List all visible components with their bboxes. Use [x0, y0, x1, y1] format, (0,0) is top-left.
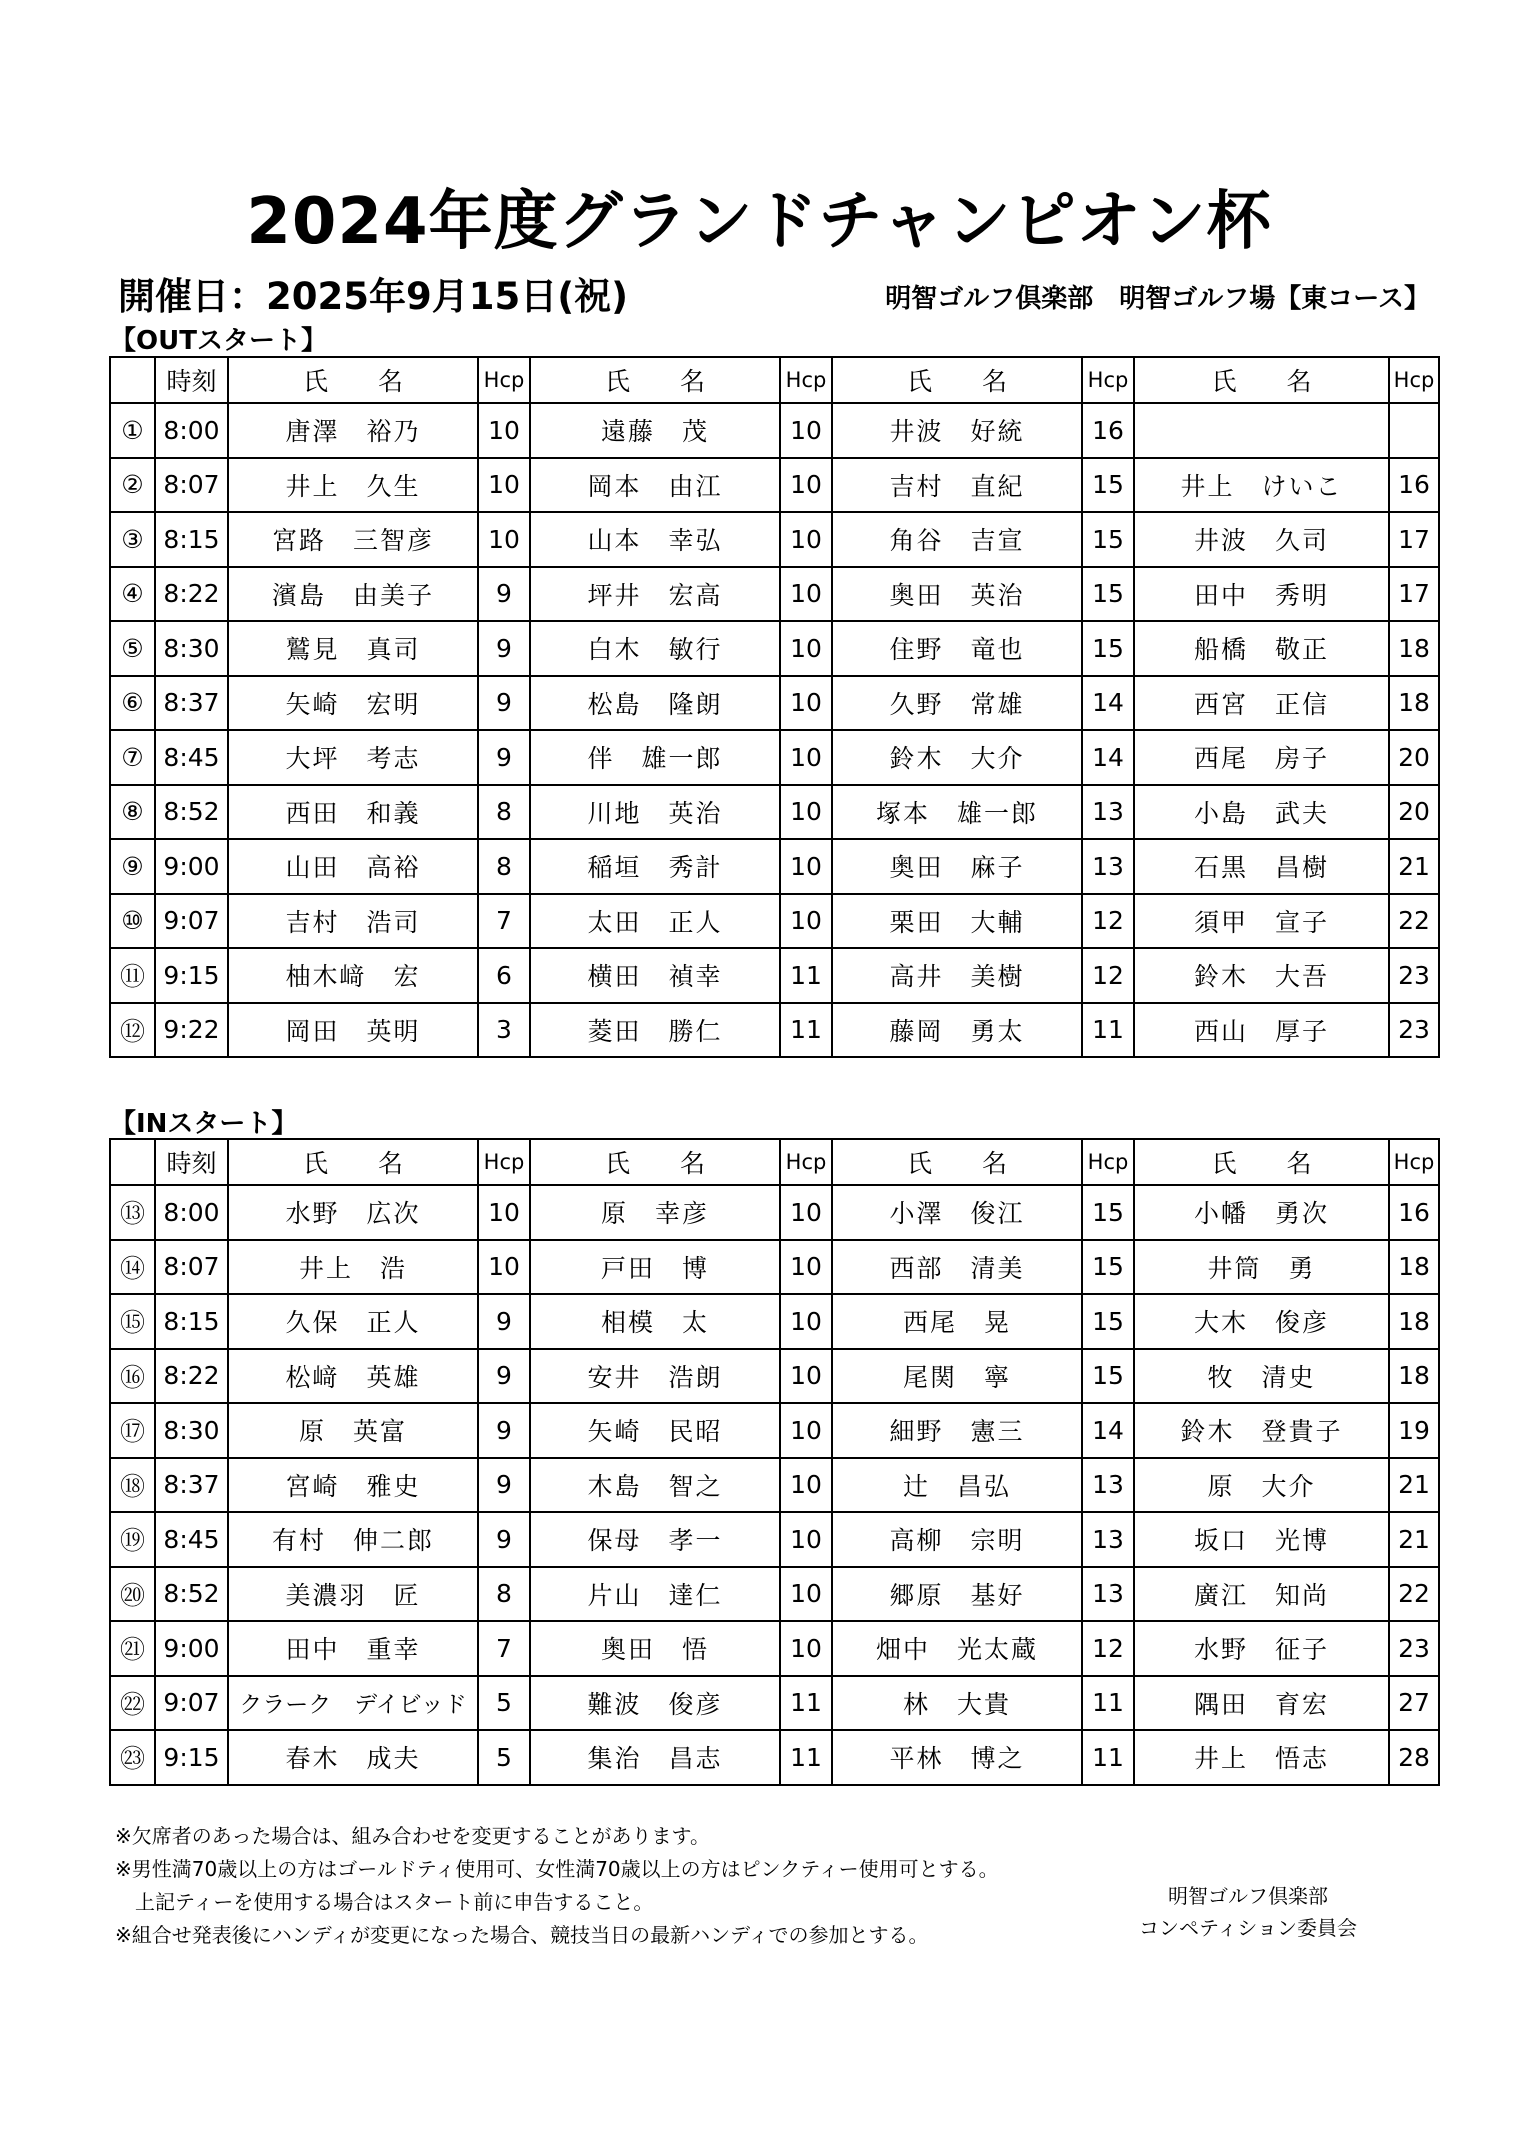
- player-hcp: 8: [478, 1567, 530, 1622]
- player-hcp: 13: [1082, 1458, 1134, 1513]
- table-row: [110, 1003, 1439, 1058]
- player-hcp: 10: [478, 458, 530, 513]
- header-hcp: Hcp: [1082, 357, 1134, 403]
- player-name: 栗田 大輔: [832, 894, 1082, 949]
- group-number: ⑥: [110, 676, 155, 731]
- player-name: 戸田 博: [530, 1240, 780, 1295]
- player-hcp: 7: [478, 894, 530, 949]
- player-name: クラーク デイビッド: [228, 1676, 478, 1731]
- player-name: 尾関 寧: [832, 1349, 1082, 1404]
- tee-time: 8:30: [155, 1403, 228, 1458]
- player-name: 濱島 由美子: [228, 567, 478, 622]
- player-name: 田中 重幸: [228, 1621, 478, 1676]
- player-name: 奥田 麻子: [832, 839, 1082, 894]
- player-name: 遠藤 茂: [530, 403, 780, 458]
- player-hcp: 5: [478, 1730, 530, 1785]
- player-hcp: 9: [478, 1349, 530, 1404]
- note-line: ※男性満70歳以上の方はゴールドティ使用可、女性満70歳以上の方はピンクティー使用可とする。: [115, 1857, 999, 1881]
- header-time: 時刻: [155, 357, 228, 403]
- player-hcp: 11: [780, 1730, 832, 1785]
- player-hcp: 17: [1389, 512, 1439, 567]
- player-name: 稲垣 秀計: [530, 839, 780, 894]
- tee-time: 9:15: [155, 948, 228, 1003]
- player-name: 井波 好統: [832, 403, 1082, 458]
- tee-time: 9:00: [155, 1621, 228, 1676]
- page-title: 2024年度グランドチャンピオン杯: [246, 185, 1272, 259]
- tee-time: 8:15: [155, 512, 228, 567]
- player-hcp: 15: [1082, 458, 1134, 513]
- note-line: ※欠席者のあった場合は、組み合わせを変更することがあります。: [115, 1824, 710, 1848]
- player-hcp: 12: [1082, 1621, 1134, 1676]
- tee-time: 9:15: [155, 1730, 228, 1785]
- player-hcp: 15: [1082, 1349, 1134, 1404]
- player-hcp: 10: [780, 512, 832, 567]
- player-name: 原 大介: [1134, 1458, 1389, 1513]
- tee-time: 9:00: [155, 839, 228, 894]
- player-name: 松島 隆朗: [530, 676, 780, 731]
- player-name: 岡田 英明: [228, 1003, 478, 1058]
- player-name: 田中 秀明: [1134, 567, 1389, 622]
- player-hcp: 9: [478, 621, 530, 676]
- table-row: [110, 676, 1439, 731]
- player-hcp: 10: [780, 1458, 832, 1513]
- tee-time: 8:22: [155, 1349, 228, 1404]
- player-hcp: 8: [478, 785, 530, 840]
- player-name: 郷原 基好: [832, 1567, 1082, 1622]
- tee-time: 8:00: [155, 1185, 228, 1240]
- player-name: 小島 武夫: [1134, 785, 1389, 840]
- player-name: 太田 正人: [530, 894, 780, 949]
- player-name: 柚木﨑 宏: [228, 948, 478, 1003]
- player-name: 大坪 考志: [228, 730, 478, 785]
- header-hcp: Hcp: [780, 1139, 832, 1185]
- player-hcp: 20: [1389, 785, 1439, 840]
- player-name: 川地 英治: [530, 785, 780, 840]
- player-hcp: 10: [780, 403, 832, 458]
- player-hcp: 10: [478, 403, 530, 458]
- player-name: 久保 正人: [228, 1294, 478, 1349]
- player-hcp: 21: [1389, 1458, 1439, 1513]
- player-name: 西田 和義: [228, 785, 478, 840]
- player-name: 船橋 敬正: [1134, 621, 1389, 676]
- group-number: ⑭: [110, 1240, 155, 1295]
- player-name: 藤岡 勇太: [832, 1003, 1082, 1058]
- group-number: ⑳: [110, 1567, 155, 1622]
- player-hcp: 18: [1389, 1294, 1439, 1349]
- player-hcp: 10: [780, 1512, 832, 1567]
- player-name: 鈴木 大吾: [1134, 948, 1389, 1003]
- header-no: [110, 357, 155, 403]
- player-hcp: 15: [1082, 567, 1134, 622]
- table-row: [110, 839, 1439, 894]
- player-name: 井波 久司: [1134, 512, 1389, 567]
- group-number: ⑧: [110, 785, 155, 840]
- player-name: [1134, 403, 1389, 458]
- player-name: 吉村 直紀: [832, 458, 1082, 513]
- player-hcp: 23: [1389, 1003, 1439, 1058]
- player-name: 山田 高裕: [228, 839, 478, 894]
- player-name: 大木 俊彦: [1134, 1294, 1389, 1349]
- player-name: 井筒 勇: [1134, 1240, 1389, 1295]
- player-name: 西尾 晃: [832, 1294, 1082, 1349]
- header-name: 氏 名: [530, 1139, 780, 1185]
- player-hcp: 18: [1389, 1349, 1439, 1404]
- player-hcp: 9: [478, 1512, 530, 1567]
- player-hcp: 10: [780, 730, 832, 785]
- group-number: ㉑: [110, 1621, 155, 1676]
- player-hcp: 11: [1082, 1730, 1134, 1785]
- table-row: [110, 512, 1439, 567]
- tee-time: 8:30: [155, 621, 228, 676]
- player-hcp: 10: [780, 458, 832, 513]
- player-name: 矢崎 民昭: [530, 1403, 780, 1458]
- player-hcp: 13: [1082, 785, 1134, 840]
- table-row: [110, 730, 1439, 785]
- player-hcp: 16: [1389, 458, 1439, 513]
- group-number: ⑬: [110, 1185, 155, 1240]
- player-hcp: 10: [780, 567, 832, 622]
- group-number: ⑩: [110, 894, 155, 949]
- player-hcp: 16: [1082, 403, 1134, 458]
- player-hcp: 9: [478, 1294, 530, 1349]
- table-row: [110, 785, 1439, 840]
- player-hcp: 13: [1082, 839, 1134, 894]
- notes: [115, 1820, 999, 1952]
- player-hcp: 10: [780, 1349, 832, 1404]
- player-hcp: 10: [780, 1567, 832, 1622]
- header-name: 氏 名: [228, 1139, 478, 1185]
- player-name: 林 大貴: [832, 1676, 1082, 1731]
- player-hcp: 9: [478, 676, 530, 731]
- header-name: 氏 名: [228, 357, 478, 403]
- player-name: 高柳 宗明: [832, 1512, 1082, 1567]
- tee-time: 8:07: [155, 1240, 228, 1295]
- header-hcp: Hcp: [478, 1139, 530, 1185]
- player-name: 横田 禎幸: [530, 948, 780, 1003]
- player-hcp: 9: [478, 1458, 530, 1513]
- player-hcp: 23: [1389, 1621, 1439, 1676]
- player-hcp: 21: [1389, 1512, 1439, 1567]
- signature-club: 明智ゴルフ倶楽部: [1168, 1884, 1328, 1908]
- player-hcp: 10: [478, 512, 530, 567]
- player-name: 高井 美樹: [832, 948, 1082, 1003]
- player-hcp: 10: [780, 839, 832, 894]
- table-row: [110, 1730, 1439, 1785]
- player-name: 白木 敏行: [530, 621, 780, 676]
- table-row: [110, 1676, 1439, 1731]
- player-hcp: 10: [780, 1185, 832, 1240]
- player-name: 美濃羽 匠: [228, 1567, 478, 1622]
- table-row: [110, 1349, 1439, 1404]
- header-no: [110, 1139, 155, 1185]
- player-hcp: 9: [478, 1403, 530, 1458]
- group-number: ⑦: [110, 730, 155, 785]
- group-number: ⑲: [110, 1512, 155, 1567]
- header-name: 氏 名: [1134, 357, 1389, 403]
- player-name: 片山 達仁: [530, 1567, 780, 1622]
- group-number: ⑨: [110, 839, 155, 894]
- player-name: 小幡 勇次: [1134, 1185, 1389, 1240]
- group-number: ①: [110, 403, 155, 458]
- player-name: 原 幸彦: [530, 1185, 780, 1240]
- player-name: 井上 浩: [228, 1240, 478, 1295]
- player-name: 吉村 浩司: [228, 894, 478, 949]
- table-header-row: [110, 1139, 1439, 1185]
- player-name: 唐澤 裕乃: [228, 403, 478, 458]
- tee-time: 8:07: [155, 458, 228, 513]
- player-name: 木島 智之: [530, 1458, 780, 1513]
- table-row: [110, 1567, 1439, 1622]
- player-hcp: 9: [478, 567, 530, 622]
- player-hcp: 5: [478, 1676, 530, 1731]
- group-number: ③: [110, 512, 155, 567]
- player-name: 水野 広次: [228, 1185, 478, 1240]
- player-hcp: 6: [478, 948, 530, 1003]
- player-hcp: 22: [1389, 1567, 1439, 1622]
- venue: 明智ゴルフ倶楽部 明智ゴルフ場【東コース】: [885, 284, 1430, 314]
- player-hcp: 11: [780, 1676, 832, 1731]
- player-hcp: 10: [780, 1240, 832, 1295]
- player-hcp: 13: [1082, 1567, 1134, 1622]
- tee-time: 8:00: [155, 403, 228, 458]
- player-hcp: 14: [1082, 1403, 1134, 1458]
- table-row: [110, 1512, 1439, 1567]
- in-start-label: 【INスタート】: [110, 1109, 298, 1139]
- player-name: 難波 俊彦: [530, 1676, 780, 1731]
- player-name: 辻 昌弘: [832, 1458, 1082, 1513]
- note-line: 上記ティーを使用する場合はスタート前に申告すること。: [135, 1890, 654, 1914]
- player-hcp: 10: [780, 785, 832, 840]
- tee-time: 8:37: [155, 676, 228, 731]
- player-name: 牧 清史: [1134, 1349, 1389, 1404]
- tee-time: 8:15: [155, 1294, 228, 1349]
- header-name: 氏 名: [832, 357, 1082, 403]
- player-name: 矢崎 宏明: [228, 676, 478, 731]
- table-row: [110, 1458, 1439, 1513]
- player-hcp: 10: [780, 1294, 832, 1349]
- player-name: 春木 成夫: [228, 1730, 478, 1785]
- table-row: [110, 1621, 1439, 1676]
- header-hcp: Hcp: [1389, 1139, 1439, 1185]
- header-hcp: Hcp: [478, 357, 530, 403]
- player-name: 奥田 悟: [530, 1621, 780, 1676]
- player-hcp: 11: [780, 948, 832, 1003]
- header-hcp: Hcp: [1082, 1139, 1134, 1185]
- group-number: ④: [110, 567, 155, 622]
- player-name: 久野 常雄: [832, 676, 1082, 731]
- player-name: 住野 竜也: [832, 621, 1082, 676]
- player-hcp: 18: [1389, 621, 1439, 676]
- tee-time: 9:07: [155, 1676, 228, 1731]
- player-hcp: 23: [1389, 948, 1439, 1003]
- player-hcp: 18: [1389, 676, 1439, 731]
- player-name: 伴 雄一郎: [530, 730, 780, 785]
- player-hcp: 10: [478, 1240, 530, 1295]
- player-name: 井上 悟志: [1134, 1730, 1389, 1785]
- table-row: [110, 567, 1439, 622]
- player-name: 山本 幸弘: [530, 512, 780, 567]
- player-hcp: 12: [1082, 948, 1134, 1003]
- player-hcp: 18: [1389, 1240, 1439, 1295]
- player-hcp: 10: [478, 1185, 530, 1240]
- header-time: 時刻: [155, 1139, 228, 1185]
- table-row: [110, 948, 1439, 1003]
- player-name: 坪井 宏高: [530, 567, 780, 622]
- player-name: 平林 博之: [832, 1730, 1082, 1785]
- player-name: 岡本 由江: [530, 458, 780, 513]
- player-hcp: 10: [780, 894, 832, 949]
- player-hcp: 15: [1082, 1294, 1134, 1349]
- in-start-table: [109, 1138, 1440, 1786]
- tee-time: 9:07: [155, 894, 228, 949]
- player-name: 鷲見 真司: [228, 621, 478, 676]
- player-name: 水野 征子: [1134, 1621, 1389, 1676]
- player-name: 西尾 房子: [1134, 730, 1389, 785]
- player-hcp: 11: [1082, 1003, 1134, 1058]
- group-number: ⑰: [110, 1403, 155, 1458]
- table-row: [110, 894, 1439, 949]
- group-number: ㉒: [110, 1676, 155, 1731]
- group-number: ⑯: [110, 1349, 155, 1404]
- player-hcp: 10: [780, 1403, 832, 1458]
- tee-time: 8:45: [155, 730, 228, 785]
- player-name: 鈴木 登貴子: [1134, 1403, 1389, 1458]
- table-row: [110, 621, 1439, 676]
- player-hcp: 9: [478, 730, 530, 785]
- player-name: 細野 憲三: [832, 1403, 1082, 1458]
- table-row: [110, 1294, 1439, 1349]
- player-hcp: 15: [1082, 621, 1134, 676]
- header-name: 氏 名: [1134, 1139, 1389, 1185]
- player-name: 菱田 勝仁: [530, 1003, 780, 1058]
- player-hcp: 11: [780, 1003, 832, 1058]
- player-name: 廣江 知尚: [1134, 1567, 1389, 1622]
- player-name: 宮路 三智彦: [228, 512, 478, 567]
- player-hcp: 10: [780, 676, 832, 731]
- player-hcp: 10: [780, 621, 832, 676]
- out-start-label: 【OUTスタート】: [110, 326, 327, 356]
- table-header-row: [110, 357, 1439, 403]
- player-hcp: 14: [1082, 676, 1134, 731]
- table-row: [110, 1185, 1439, 1240]
- player-hcp: 12: [1082, 894, 1134, 949]
- player-name: 宮崎 雅史: [228, 1458, 478, 1513]
- player-hcp: [1389, 403, 1439, 458]
- player-hcp: 8: [478, 839, 530, 894]
- player-hcp: 27: [1389, 1676, 1439, 1731]
- tee-time: 8:52: [155, 1567, 228, 1622]
- tee-time: 9:22: [155, 1003, 228, 1058]
- player-name: 保母 孝一: [530, 1512, 780, 1567]
- player-hcp: 7: [478, 1621, 530, 1676]
- player-hcp: 19: [1389, 1403, 1439, 1458]
- player-name: 西山 厚子: [1134, 1003, 1389, 1058]
- tee-time: 8:22: [155, 567, 228, 622]
- player-hcp: 17: [1389, 567, 1439, 622]
- player-name: 小澤 俊江: [832, 1185, 1082, 1240]
- player-name: 原 英富: [228, 1403, 478, 1458]
- group-number: ⑤: [110, 621, 155, 676]
- player-name: 安井 浩朗: [530, 1349, 780, 1404]
- group-number: ㉓: [110, 1730, 155, 1785]
- player-hcp: 15: [1082, 1240, 1134, 1295]
- tee-time: 8:52: [155, 785, 228, 840]
- group-number: ⑫: [110, 1003, 155, 1058]
- player-name: 西宮 正信: [1134, 676, 1389, 731]
- signature: [1118, 1880, 1378, 1944]
- player-name: 井上 けいこ: [1134, 458, 1389, 513]
- group-number: ⑪: [110, 948, 155, 1003]
- player-hcp: 22: [1389, 894, 1439, 949]
- player-hcp: 20: [1389, 730, 1439, 785]
- player-hcp: 10: [780, 1621, 832, 1676]
- player-hcp: 11: [1082, 1676, 1134, 1731]
- player-hcp: 16: [1389, 1185, 1439, 1240]
- out-start-table: [109, 356, 1440, 1058]
- player-name: 鈴木 大介: [832, 730, 1082, 785]
- group-number: ⑮: [110, 1294, 155, 1349]
- table-row: [110, 1240, 1439, 1295]
- player-name: 集治 昌志: [530, 1730, 780, 1785]
- player-hcp: 15: [1082, 1185, 1134, 1240]
- table-row: [110, 458, 1439, 513]
- player-name: 角谷 吉宣: [832, 512, 1082, 567]
- player-hcp: 21: [1389, 839, 1439, 894]
- table-row: [110, 1403, 1439, 1458]
- player-name: 石黒 昌樹: [1134, 839, 1389, 894]
- player-name: 隅田 育宏: [1134, 1676, 1389, 1731]
- header-name: 氏 名: [832, 1139, 1082, 1185]
- note-line: ※組合せ発表後にハンディが変更になった場合、競技当日の最新ハンディでの参加とする。: [115, 1923, 929, 1947]
- player-name: 須甲 宣子: [1134, 894, 1389, 949]
- player-name: 有村 伸二郎: [228, 1512, 478, 1567]
- player-name: 畑中 光太蔵: [832, 1621, 1082, 1676]
- header-hcp: Hcp: [780, 357, 832, 403]
- player-hcp: 15: [1082, 512, 1134, 567]
- player-hcp: 28: [1389, 1730, 1439, 1785]
- group-number: ⑱: [110, 1458, 155, 1513]
- player-name: 坂口 光博: [1134, 1512, 1389, 1567]
- header-hcp: Hcp: [1389, 357, 1439, 403]
- player-hcp: 14: [1082, 730, 1134, 785]
- table-row: [110, 403, 1439, 458]
- player-hcp: 3: [478, 1003, 530, 1058]
- tee-time: 8:45: [155, 1512, 228, 1567]
- player-name: 西部 清美: [832, 1240, 1082, 1295]
- header-name: 氏 名: [530, 357, 780, 403]
- player-name: 相模 太: [530, 1294, 780, 1349]
- player-name: 塚本 雄一郎: [832, 785, 1082, 840]
- tee-time: 8:37: [155, 1458, 228, 1513]
- player-name: 奥田 英治: [832, 567, 1082, 622]
- group-number: ②: [110, 458, 155, 513]
- signature-committee: コンペティション委員会: [1139, 1916, 1357, 1940]
- event-date: 開催日：2025年9月15日(祝): [118, 275, 629, 318]
- player-hcp: 13: [1082, 1512, 1134, 1567]
- player-name: 井上 久生: [228, 458, 478, 513]
- player-name: 松﨑 英雄: [228, 1349, 478, 1404]
